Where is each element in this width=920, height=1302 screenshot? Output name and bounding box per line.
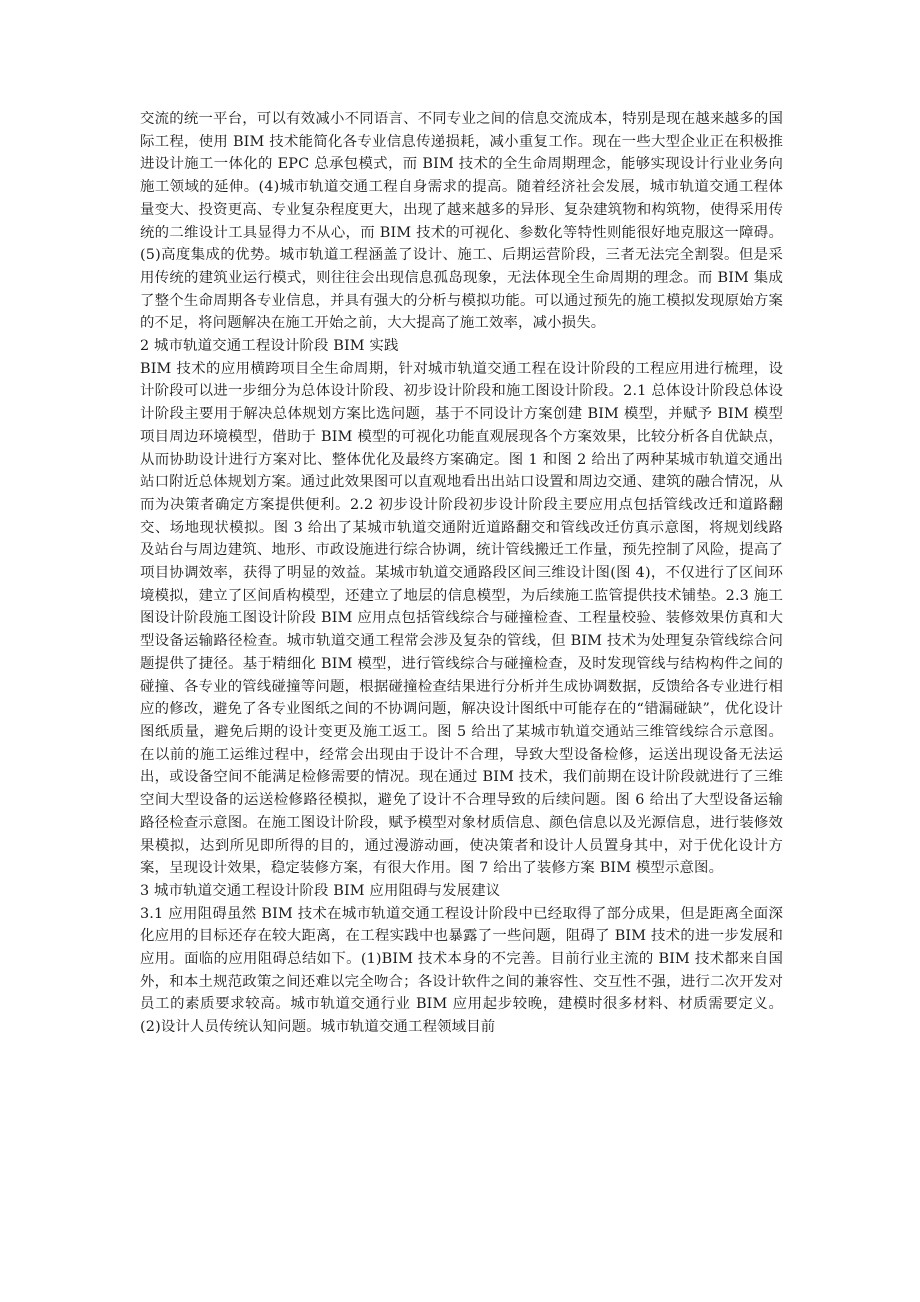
- body-paragraph-1: 交流的统一平台，可以有效减小不同语言、不同专业之间的信息交流成本，特别是现在越来越多的国际工程，使用 BIM 技术能简化各专业信息传递损耗，减小重复工作。现在一些大型企业正在积极推进设计施工一体化的 EPC 总承包模式，而 BIM 技术的全生命周期理念，能够实现设计行业业务向施工领域的延伸。(4)城市轨道交通工程自身需求的提高。随着经济社会发展，城市轨道交通工程体量变大、投资更高、专业复杂程度更大，出现了越来越多的异形、复杂建筑物和构筑物，使得采用传统的二维设计工具显得力不从心，而 BIM 技术的可视化、参数化等特性则能很好地克服这一障碍。(5)高度集成的优势。城市轨道工程涵盖了设计、施工、后期运营阶段，三者无法完全割裂。但是采用传统的建筑业运行模式，则往往会出现信息孤岛现象，无法体现全生命周期的理念。而 BIM 集成了整个生命周期各专业信息，并具有强大的分析与模拟功能。可以通过预先的施工模拟发现原始方案的不足，将问题解决在施工开始之前，大大提高了施工效率，减小损失。: [140, 111, 783, 332]
- body-paragraph-2: BIM 技术的应用横跨项目全生命周期，针对城市轨道交通工程在设计阶段的工程应用进行梳理，设计阶段可以进一步细分为总体设计阶段、初步设计阶段和施工图设计阶段。2.1 总体设计阶段总体设计阶段主要用于解决总体规划方案比选问题，基于不同设计方案创建 BIM 模型，并赋予 BIM 模型项目周边环境模型，借助于 BIM 模型的可视化功能直观展现各个方案效果，比较分析各自优缺点，从而协助设计进行方案对比、整体优化及最终方案确定。图 1 和图 2 给出了两种某城市轨道交通出站口附近总体规划方案。通过此效果图可以直观地看出出站口设置和周边交通、建筑的融合情况，从而为决策者确定方案提供便利。2.2 初步设计阶段初步设计阶段主要应用点包括管线改迁和道路翻交、场地现状模拟。图 3 给出了某城市轨道交通附近道路翻交和管线改迁仿真示意图，将规划线路及站台与周边建筑、地形、市政设施进行综合协调，统计管线搬迁工作量，预先控制了风险，提高了项目协调效率，获得了明显的效益。某城市轨道交通路段区间三维设计图(图 4)，不仅进行了区间环境模拟，建立了区间盾构模型，还建立了地层的信息模型，为后续施工监管提供技术铺垫。2.3 施工图设计阶段施工图设计阶段 BIM 应用点包括管线综合与碰撞检查、工程量校验、装修效果仿真和大型设备运输路径检查。城市轨道交通工程常会涉及复杂的管线，但 BIM 技术为处理复杂管线综合问题提供了捷径。基于精细化 BIM 模型，进行管线综合与碰撞检查，及时发现管线与结构构件之间的碰撞、各专业的管线碰撞等问题，根据碰撞检查结果进行分析并生成协调数据，反馈给各专业进行相应的修改，避免了各专业图纸之间的不协调问题，解决设计图纸中可能存在的“错漏碰缺”，优化设计图纸质量，避免后期的设计变更及施工返工。图 5 给出了某城市轨道交通站三维管线综合示意图。在以前的施工运维过程中，经常会出现由于设计不合理，导致大型设备检修，运送出现设备无法运出，或设备空间不能满足检修需要的情况。现在通过 BIM 技术，我们前期在设计阶段就进行了三维空间大型设备的运送检修路径模拟，避免了设计不合理导致的后续问题。图 6 给出了大型设备运输路径检查示意图。在施工图设计阶段，赋予模型对象材质信息、颜色信息以及光源信息，进行装修效果模拟，达到所见即所得的目的，通过漫游动画，使决策者和设计人员置身其中，对于优化设计方案，呈现设计效果，稳定装修方案，有很大作用。图 7 给出了装修方案 BIM 模型示意图。: [140, 360, 783, 877]
- document-page: [140, 108, 783, 1039]
- body-paragraph-3: 3.1 应用阻碍虽然 BIM 技术在城市轨道交通工程设计阶段中已经取得了部分成果，但是距离全面深化应用的目标还存在较大距离，在工程实践中也暴露了一些问题，阻碍了 BIM 技术的进一步发展和应用。面临的应用阻碍总结如下。(1)BIM 技术本身的不完善。目前行业主流的 BIM 技术都来自国外，和本土规范政策之间还难以完全吻合；各设计软件之间的兼容性、交互性不强，进行二次开发对员工的素质要求较高。城市轨道交通行业 BIM 应用起步较晚，建模时很多材料、材质需要定义。(2)设计人员传统认知问题。城市轨道交通工程领域目前: [140, 905, 783, 1036]
- section-heading-2: 2 城市轨道交通工程设计阶段 BIM 实践: [140, 338, 399, 355]
- section-heading-3: 3 城市轨道交通工程设计阶段 BIM 应用阻碍与发展建议: [140, 882, 501, 899]
